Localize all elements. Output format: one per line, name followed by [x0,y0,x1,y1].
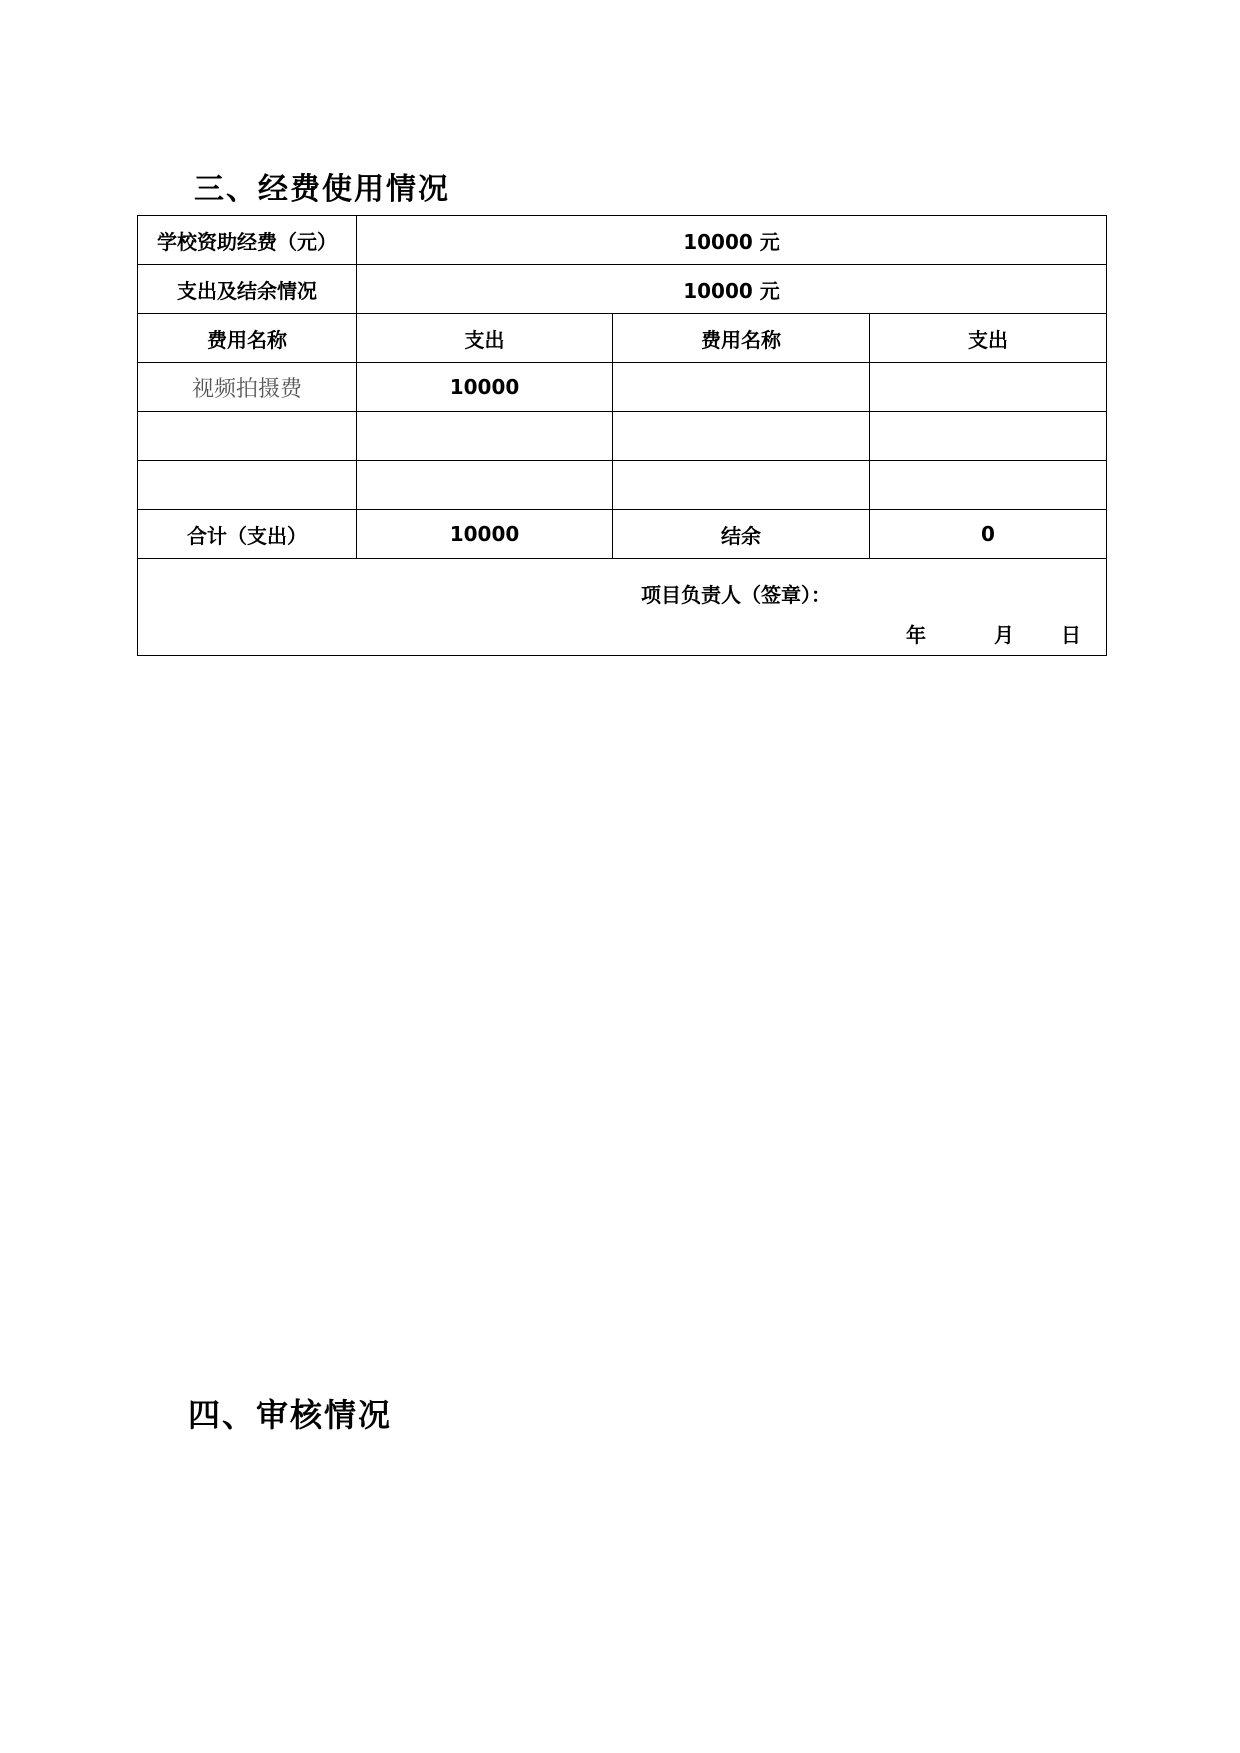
signature-row [138,559,1107,656]
school-funding-label: 学校资助经费（元） [138,216,357,265]
column-header: 支出 [357,314,613,363]
table-cell [138,461,357,510]
table-cell [138,412,357,461]
total-row [138,510,1107,559]
signature-label: 项目负责人（签章）： [641,583,831,607]
table-row [138,363,1107,412]
fee-table [137,215,1107,656]
table-cell: 10000 [357,363,613,412]
column-header: 费用名称 [138,314,357,363]
table-row [138,265,1107,314]
signature-cell [138,559,1107,656]
table-cell [613,363,870,412]
date-day: 日 [1061,623,1081,647]
date-year: 年 [906,623,926,647]
table-row [138,461,1107,510]
balance-label: 结余 [613,510,870,559]
table-row [138,412,1107,461]
table-cell [357,461,613,510]
table-cell [357,412,613,461]
column-header: 支出 [870,314,1107,363]
expense-balance-value: 10000 元 [357,265,1107,314]
date-month: 月 [994,623,1014,647]
balance-value: 0 [870,510,1107,559]
section-3-title: 三、经费使用情况 [194,172,450,207]
total-label: 合计（支出） [138,510,357,559]
table-cell [870,363,1107,412]
total-value: 10000 [357,510,613,559]
expense-balance-label: 支出及结余情况 [138,265,357,314]
table-row [138,216,1107,265]
table-cell: 视频拍摄费 [138,363,357,412]
section-4-title: 四、审核情况 [188,1396,393,1434]
table-cell [613,412,870,461]
table-cell [613,461,870,510]
school-funding-value: 10000 元 [357,216,1107,265]
table-cell [870,461,1107,510]
table-header-row [138,314,1107,363]
column-header: 费用名称 [613,314,870,363]
table-cell [870,412,1107,461]
